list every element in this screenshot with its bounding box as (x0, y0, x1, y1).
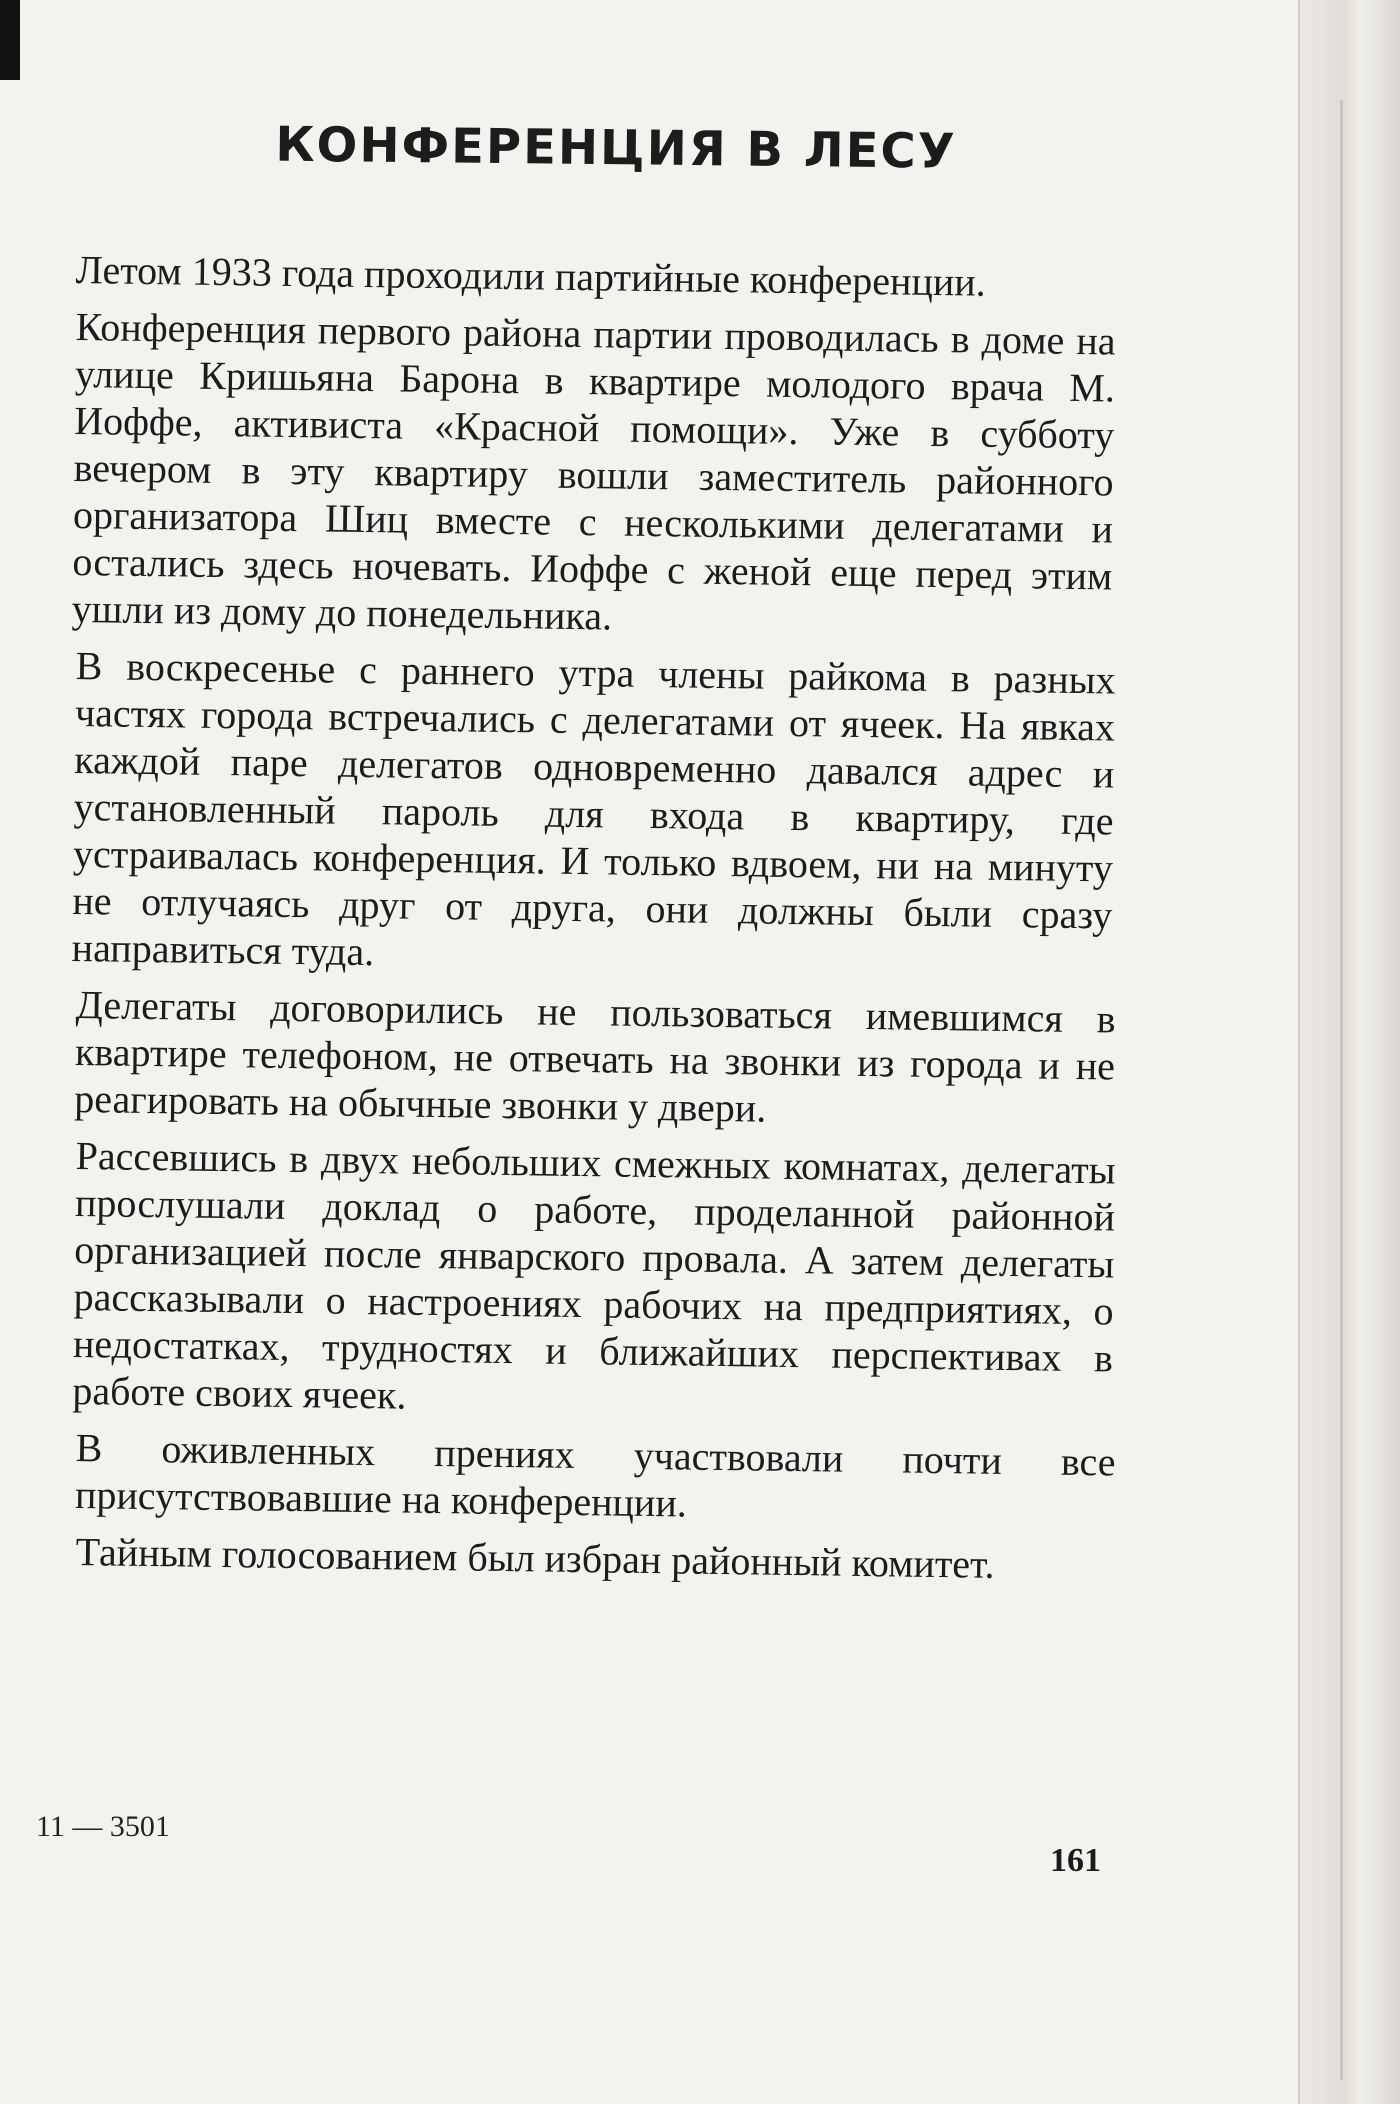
paragraph-4: Делегаты договорились не пользоваться имевшимся в квартире телефоном, не отвечать на звонки из города и не реагировать на обычные звонки у двери. (74, 981, 1116, 1131)
page-number: 161 (1050, 1842, 1101, 1879)
page-edge-stack (1298, 0, 1400, 2104)
paragraph-3: В воскресенье с раннего утра члены райкома в разных частях города встречались с делегатами от ячеек. На явках каждой паре делегатов одновременно давался адрес и установленный пароль для входа в квартиру, где устраивалась конференция. И только вдвоем, ни на минуту не отлучаясь друг от друга, они должны были сразу направиться туда. (71, 642, 1116, 975)
paragraph-2: Конференция первого района партии проводилась в доме на улице Кришьяна Барона в квартире молодого врача М. Иоффе, активиста «Красной помощи». Уже в субботу вечером в эту квартиру вошли заместитель районного организатора Шиц вместе с несколькими делегатами и остались здесь ночевать. Иоффе с женой еще перед этим ушли из дому до понедельника. (71, 303, 1116, 639)
paragraph-1: Летом 1933 года проходили партийные конференции. (75, 246, 987, 305)
printer-signature-mark: 11 — 3501 (36, 1810, 170, 1843)
paragraph-6: В оживленных прениях участвовали почти все присутствовавшие на конференции. (74, 1424, 1116, 1526)
paragraph-7: Тайным голосованием был избран районный комитет. (75, 1528, 995, 1587)
scan-corner-shadow (0, 0, 20, 80)
paragraph-5: Рассевшись в двух небольших смежных комнатах, делегаты прослушали доклад о работе, проделанной районной организацией после январского провала. А затем делегаты рассказывали о настроениях рабочих на предприятиях, о недостатках, трудностях и ближайших перспективах в работе своих ячеек. (72, 1132, 1116, 1418)
page-text-block (71, 116, 1116, 1587)
chapter-title: КОНФЕРЕНЦИЯ В ЛЕСУ (275, 116, 957, 180)
